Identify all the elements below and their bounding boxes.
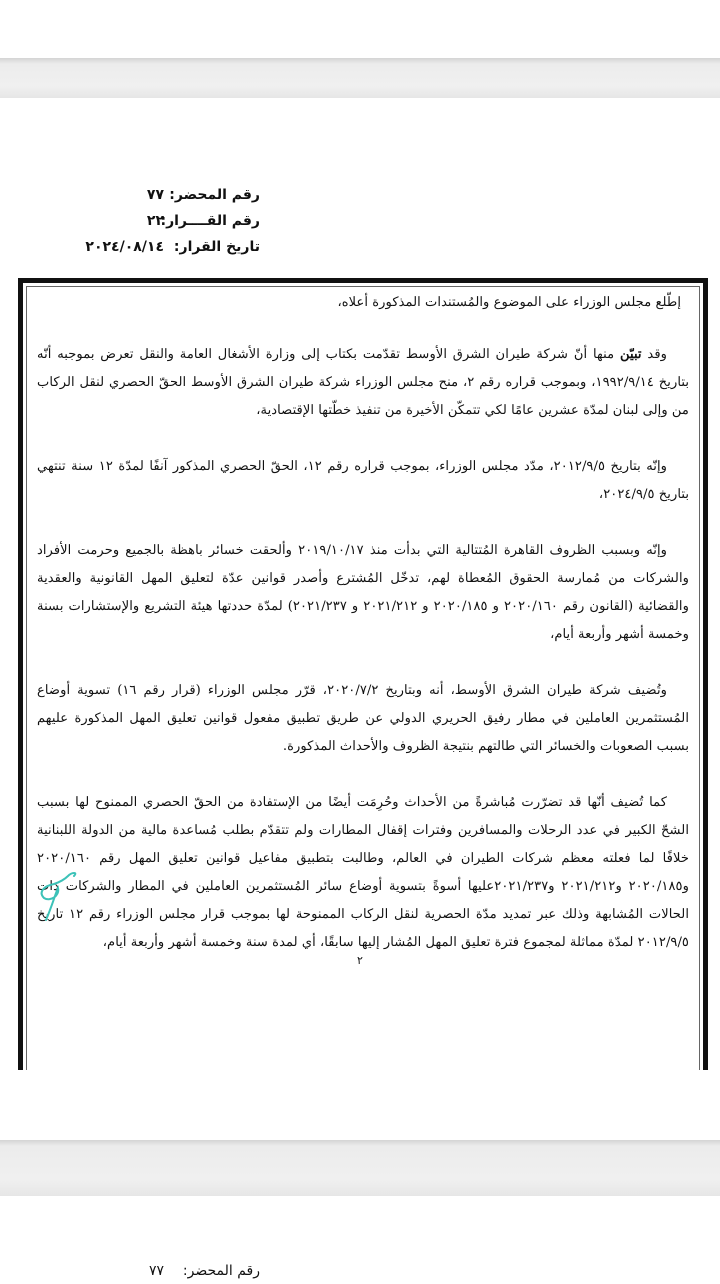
next-document-page [0, 1196, 720, 1280]
decision-date-row [60, 234, 260, 260]
viewer-gap-between-pages [0, 1140, 720, 1196]
minutes-number-value: ٧٧ [146, 187, 164, 203]
next-page-minutes-value: ٧٧ [148, 1263, 164, 1279]
decision-number-label: رقم القــــرار: [160, 213, 260, 229]
document-page [0, 98, 720, 1140]
paragraph-1 [37, 341, 689, 425]
paragraph-1-text: منها أنّ شركة طيران الشرق الأوسط تقدّمت بكتاب إلى وزارة الأشغال العامة والنقل تعرض بموجبه أنّه بتاريخ ١٩٩٢/٩/١٤، وبموجب قراره رقم ٢، منح مجلس الوزراء شركة طيران الشرق الأوسط الحقّ الحصري لنقل الركاب من وإلى لبنان لمدّة عشرين عامًا لكي تتمكّن الأخيرة من تنفيذ خطّتها الإقتصادية، [37, 347, 689, 418]
minutes-number-label: رقم المحضر: [169, 187, 260, 203]
paragraph-2: وإنّه بتاريخ ٢٠١٢/٩/٥، مدّد مجلس الوزراء، بموجب قراره رقم ١٢، الحقّ الحصري المذكور آنفًا لمدّة ١٢ سنة تنتهي بتاريخ ٢٠٢٤/٩/٥، [37, 459, 689, 502]
document-frame [18, 278, 708, 1070]
viewer-gap-top [0, 58, 720, 98]
paragraph-3: وإنّه وبسبب الظروف القاهرة المُتتالية التي بدأت منذ ٢٠١٩/١٠/١٧ وألحقت خسائر باهظة بالجميع وحرمت الأفراد والشركات من مُمارسة الحقوق المُعطاة لهم، تدخّل المُشترع وأصدر قوانين عدّة لتعليق المهل القانونية والعقدية والقضائية (القانون رقم ٢٠٢٠/١٦٠ و ٢٠٢٠/١٨٥ و ٢٠٢١/٢١٢ و ٢٠٢١/٢٣٧) لمدّة حددتها هيئة التشريع والإستشارات بسنة وخمسة أشهر وأربعة أيام، [37, 543, 689, 642]
next-page-header [60, 1258, 260, 1284]
document-body [37, 289, 689, 985]
paragraph-1-lead: وقد [641, 347, 667, 362]
intro-paragraph: إطّلع مجلس الوزراء على الموضوع والمُستندات المذكورة أعلاه، [337, 295, 681, 310]
page-number: ٢ [357, 954, 363, 967]
decision-number-value: ٢٢ [146, 213, 164, 229]
next-page-minutes-row [60, 1258, 260, 1284]
handwritten-signature [34, 870, 80, 930]
paragraph-1-bold-word: تبيّن [619, 347, 642, 362]
paragraph-5: كما تُضيف أنّها قد تضرّرت مُباشرةً من الأحداث وحُرِمَت أيضًا من الإستفادة من الحقّ الحصري الممنوح لها بسبب الشحّ الكبير في عدد الرحلات والمسافرين وفترات إقفال المطارات ولم تتقدّم بطلب مُساعدة مالية من الدولة اللبنانية خلافًا لما فعلته معظم شركات الطيران في العالم، وطالبت بتطبيق مفاعيل قوانين تعليق المهل رقم ٢٠٢٠/١٦٠ و٢٠٢٠/١٨٥ و٢٠٢١/٢١٢ و٢٠٢١/٢٣٧عليها أسوةً بتسوية أوضاع سائر المُستثمرين العاملين في المطار والشركات ذات الحالات المُشابهة وذلك عبر تمديد مدّة الحصرية لنقل الركاب الممنوحة لها بموجب قرار مجلس الوزراء رقم ١٢ تاريخ ٢٠١٢/٩/٥ لمدّة مماثلة لمجموع فترة تعليق المهل المُشار إليها سابقًا، أي لمدة سنة وخمسة أشهر وأربعة أيام، [37, 795, 689, 950]
decision-date-value: ٢٠٢٤/٠٨/١٤ [85, 239, 164, 255]
next-page-minutes-label: رقم المحضر: [182, 1263, 260, 1279]
decision-date-label: تاريخ القرار: [173, 239, 260, 255]
paragraph-4: وتُضيف شركة طيران الشرق الأوسط، أنه وبتاريخ ٢٠٢٠/٧/٢، قرّر مجلس الوزراء (قرار رقم ١٦) تسوية أوضاع المُستثمرين العاملين في مطار رفيق الحريري الدولي عن طريق تطبيق مفعول قوانين تعليق المهل المذكورة عليهم بسبب الصعوبات والخسائر التي طالتهم بنتيجة الظروف والأحداث المذكورة. [37, 683, 689, 754]
document-header [60, 182, 260, 260]
minutes-number-row [60, 182, 260, 208]
decision-number-row [60, 208, 260, 234]
